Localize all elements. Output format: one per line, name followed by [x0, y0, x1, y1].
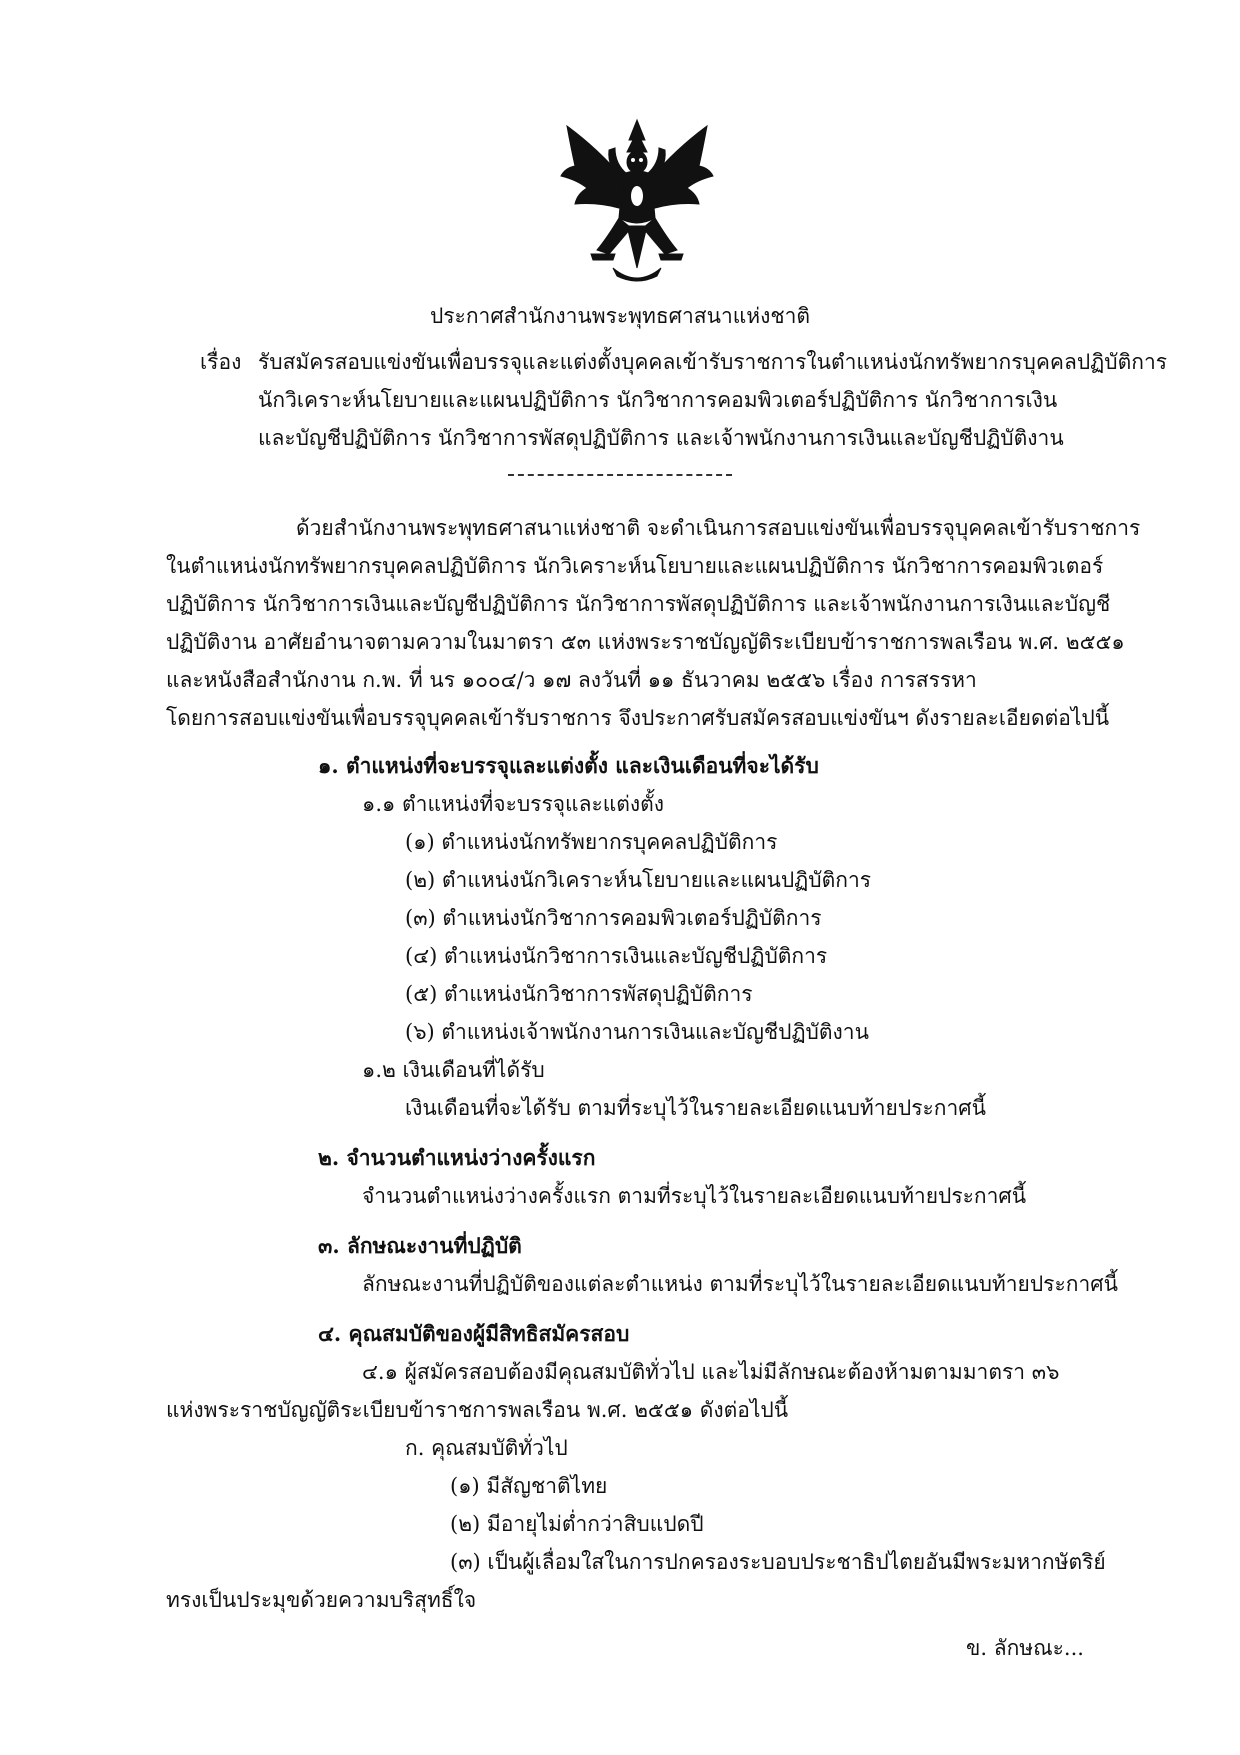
section2-heading: ๒. จำนวนตำแหน่งว่างครั้งแรก — [318, 1145, 596, 1170]
garuda-emblem-icon — [557, 118, 717, 288]
intro-line-5: และหนังสือสำนักงาน ก.พ. ที่ นร ๑๐๐๔/ว ๑๗ ลงวันที่ ๑๑ ธันวาคม ๒๕๕๖ เรื่อง การสรรหา — [166, 668, 977, 692]
qualification-item: (๓) เป็นผู้เลื่อมใสในการปกครองระบอบประชาธิปไตยอันมีพระมหากษัตริย์ — [450, 1550, 1106, 1574]
section1-sub1: ๑.๑ ตำแหน่งที่จะบรรจุและแต่งตั้ง — [362, 792, 665, 816]
subject-line-2: นักวิเคราะห์นโยบายและแผนปฏิบัติการ นักวิชาการคอมพิวเตอร์ปฏิบัติการ นักวิชาการเงิน — [258, 388, 1058, 412]
position-item: (๖) ตำแหน่งเจ้าพนักงานการเงินและบัญชีปฏิบัติงาน — [405, 1020, 869, 1044]
section4-sub-a: ก. คุณสมบัติทั่วไป — [405, 1436, 568, 1460]
section4-p1-line1: ๔.๑ ผู้สมัครสอบต้องมีคุณสมบัติทั่วไป และไม่มีลักษณะต้องห้ามตามมาตรา ๓๖ — [362, 1360, 1060, 1384]
position-item: (๒) ตำแหน่งนักวิเคราะห์นโยบายและแผนปฏิบัติการ — [405, 868, 872, 892]
section4-heading: ๔. คุณสมบัติของผู้มีสิทธิสมัครสอบ — [318, 1321, 630, 1346]
intro-line-2: ในตำแหน่งนักทรัพยากรบุคคลปฏิบัติการ นักวิเคราะห์นโยบายและแผนปฏิบัติการ นักวิชาการคอมพิวเตอร์ — [166, 554, 1104, 578]
intro-line-3: ปฏิบัติการ นักวิชาการเงินและบัญชีปฏิบัติการ นักวิชาการพัสดุปฏิบัติการ และเจ้าพนักงานการเงินและบัญชี — [166, 592, 1111, 616]
divider — [508, 474, 732, 476]
announcement-title: ประกาศสำนักงานพระพุทธศาสนาแห่งชาติ — [429, 304, 811, 328]
section2-text: จำนวนตำแหน่งว่างครั้งแรก ตามที่ระบุไว้ในรายละเอียดแนบท้ายประกาศนี้ — [362, 1184, 1027, 1208]
qualification-item: (๑) มีสัญชาติไทย — [450, 1474, 608, 1498]
section1-sub2: ๑.๒ เงินเดือนที่ได้รับ — [362, 1058, 545, 1082]
position-item: (๕) ตำแหน่งนักวิชาการพัสดุปฏิบัติการ — [405, 982, 753, 1006]
section3-heading: ๓. ลักษณะงานที่ปฏิบัติ — [318, 1233, 522, 1258]
subject-line-1: รับสมัครสอบแข่งขันเพื่อบรรจุและแต่งตั้งบุคคลเข้ารับราชการในตำแหน่งนักทรัพยากรบุคคลปฏิบัติการ — [258, 350, 1168, 374]
position-item: (๓) ตำแหน่งนักวิชาการคอมพิวเตอร์ปฏิบัติการ — [405, 906, 822, 930]
intro-line-4: ปฏิบัติงาน อาศัยอำนาจตามความในมาตรา ๕๓ แห่งพระราชบัญญัติระเบียบข้าราชการพลเรือน พ.ศ. ๒๕๕๑ — [166, 630, 1125, 654]
qualification-item-cont: ทรงเป็นประมุขด้วยความบริสุทธิ์ใจ — [166, 1588, 477, 1612]
section1-heading: ๑. ตำแหน่งที่จะบรรจุและแต่งตั้ง และเงินเดือนที่จะได้รับ — [318, 753, 819, 778]
intro-line-1: ด้วยสำนักงานพระพุทธศาสนาแห่งชาติ จะดำเนินการสอบแข่งขันเพื่อบรรจุบุคคลเข้ารับราชการ — [296, 516, 1141, 540]
qualification-item: (๒) มีอายุไม่ต่ำกว่าสิบแปดปี — [450, 1512, 704, 1536]
section4-p1-line2: แห่งพระราชบัญญัติระเบียบข้าราชการพลเรือน พ.ศ. ๒๕๕๑ ดังต่อไปนี้ — [166, 1398, 789, 1422]
subject-line-3: และบัญชีปฏิบัติการ นักวิชาการพัสดุปฏิบัติการ และเจ้าพนักงานการเงินและบัญชีปฏิบัติงาน — [258, 426, 1064, 450]
position-item: (๔) ตำแหน่งนักวิชาการเงินและบัญชีปฏิบัติการ — [405, 944, 828, 968]
subject-label: เรื่อง — [200, 350, 242, 374]
position-item: (๑) ตำแหน่งนักทรัพยากรบุคคลปฏิบัติการ — [405, 830, 778, 854]
section3-text: ลักษณะงานที่ปฏิบัติของแต่ละตำแหน่ง ตามที่ระบุไว้ในรายละเอียดแนบท้ายประกาศนี้ — [362, 1272, 1118, 1296]
intro-line-6: โดยการสอบแข่งขันเพื่อบรรจุบุคคลเข้ารับราชการ จึงประกาศรับสมัครสอบแข่งขันฯ ดังรายละเอียดต่อไปนี้ — [166, 706, 1110, 730]
next-page-marker: ข. ลักษณะ... — [966, 1636, 1084, 1660]
section1-sub2-text: เงินเดือนที่จะได้รับ ตามที่ระบุไว้ในรายละเอียดแนบท้ายประกาศนี้ — [405, 1096, 986, 1120]
